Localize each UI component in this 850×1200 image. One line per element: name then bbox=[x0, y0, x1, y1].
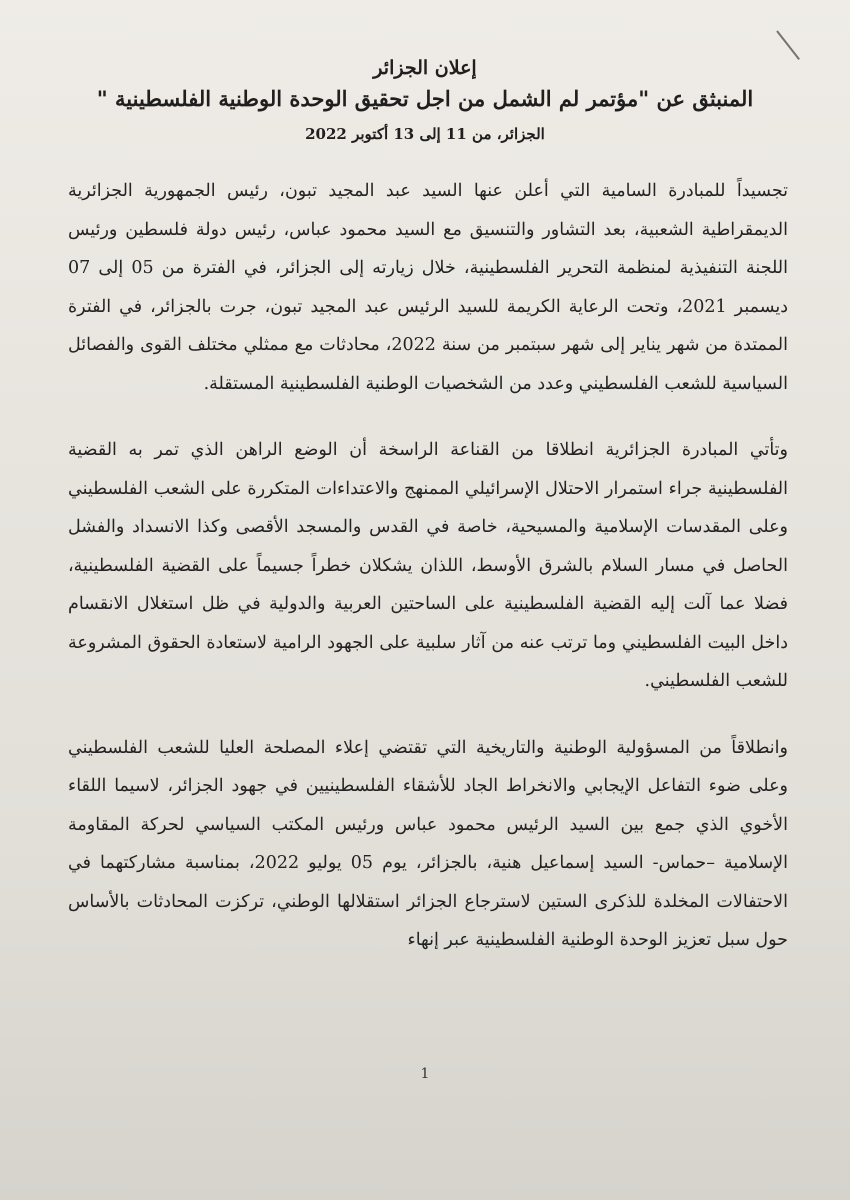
paragraph-3: وانطلاقاً من المسؤولية الوطنية والتاريخية التي تقتضي إعلاء المصلحة العليا للشعب الفلسطيني وعلى ضوء التفاعل الإيجابي والانخراط الجاد للأشقاء الفلسطينيين في جهود الجزائر، لاسيما اللقاء الأخوي الذي جمع بين السيد الرئيس محمود عباس ورئيس المكتب السياسي لحركة المقاومة الإسلامية –حماس- السيد إسماعيل هنية، بالجزائر، يوم 05 يوليو 2022، بمناسبة مشاركتهما في الاحتفالات المخلدة للذكرى الستين لاسترجاع الجزائر استقلالها الوطني، تركزت المحادثات بالأساس حول سبل تعزيز الوحدة الوطنية الفلسطينية عبر إنهاء bbox=[68, 737, 788, 950]
document-body bbox=[68, 172, 788, 988]
place-and-date: الجزائر، من 11 إلى 13 أكتوبر 2022 bbox=[305, 125, 545, 143]
document-title: إعلان الجزائر bbox=[373, 57, 477, 79]
paragraph-2: وتأتي المبادرة الجزائرية انطلاقا من القناعة الراسخة أن الوضع الراهن الذي تمر به القضية الفلسطينية جراء استمرار الاحتلال الإسرائيلي الممنهج والاعتداءات المتكررة على الشعب الفلسطيني وعلى المقدسات الإسلامية والمسيحية، خاصة في القدس والمسجد الأقصى وكذا الانسداد والفشل الحاصل في مسار السلام بالشرق الأوسط، اللذان يشكلان خطراً جسيماً على القضية الفلسطينية، فضلا عما آلت إليه القضية الفلسطينية على الساحتين العربية والدولية في ظل استغلال الانقسام داخل البيت الفلسطيني وما ترتب عنه من آثار سلبية على الجهود الرامية لاستعادة الحقوق المشروعة للشعب الفلسطيني. bbox=[68, 440, 788, 691]
document-subtitle: المنبثق عن "مؤتمر لم الشمل من اجل تحقيق الوحدة الوطنية الفلسطينية " bbox=[96, 86, 754, 111]
document-header bbox=[0, 54, 850, 148]
paragraph-1: تجسيداً للمبادرة السامية التي أعلن عنها السيد عبد المجيد تبون، رئيس الجمهورية الجزائرية الديمقراطية الشعبية، بعد التشاور والتنسيق مع السيد محمود عباس، رئيس دولة فلسطين ورئيس اللجنة التنفيذية لمنظمة التحرير الفلسطينية، خلال زيارته إلى الجزائر، في الفترة من 05 إلى 07 ديسمبر 2021، وتحت الرعاية الكريمة للسيد الرئيس عبد المجيد تبون، جرت بالجزائر، في الفترة الممتدة من شهر يناير إلى شهر سبتمبر من سنة 2022، محادثات مع ممثلي مختلف القوى والفصائل السياسية للشعب الفلسطيني وعدد من الشخصيات الوطنية الفلسطينية المستقلة. bbox=[68, 181, 788, 394]
page-number: 1 bbox=[420, 1066, 430, 1082]
